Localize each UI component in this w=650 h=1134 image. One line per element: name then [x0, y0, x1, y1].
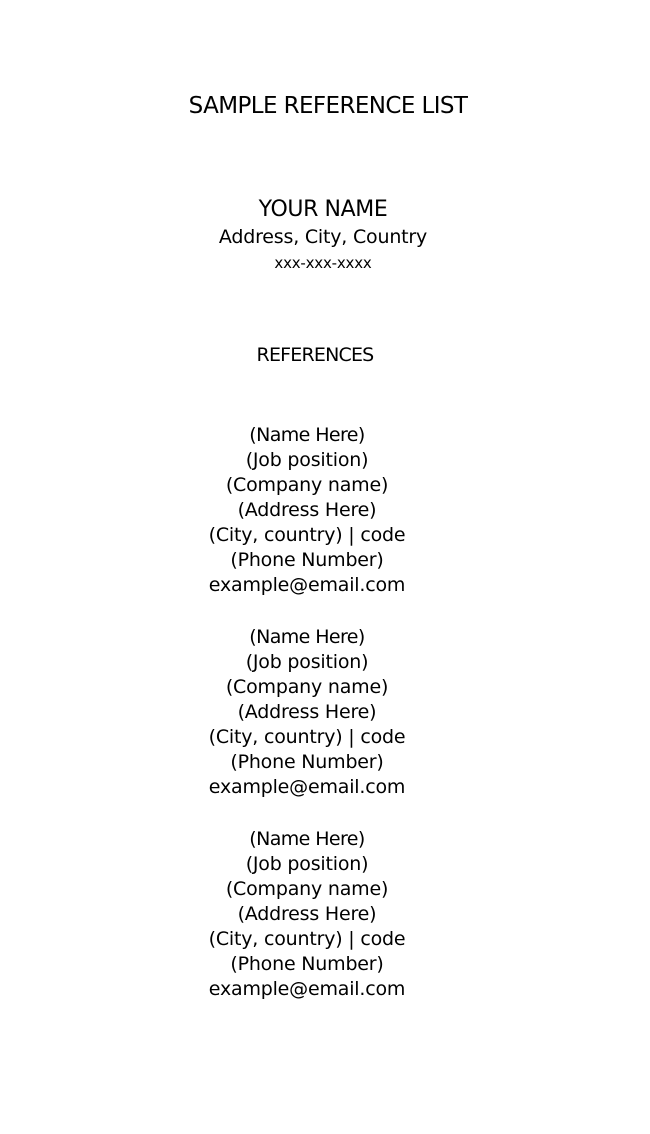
applicant-phone: xxx-xxx-xxxx [274, 254, 372, 272]
references-heading: REFERENCES [256, 344, 374, 366]
reference-name: (Name Here) [249, 626, 365, 648]
reference-company: (Company name) [225, 474, 389, 496]
document-title: SAMPLE REFERENCE LIST [188, 93, 468, 119]
reference-city: (City, country) | code [208, 928, 406, 950]
reference-job-position: (Job position) [245, 651, 369, 673]
reference-email: example@email.com [208, 776, 406, 798]
applicant-header [0, 196, 646, 276]
reference-entry [0, 827, 614, 1002]
reference-name: (Name Here) [249, 828, 365, 850]
reference-job-position: (Job position) [245, 853, 369, 875]
reference-company: (Company name) [225, 878, 389, 900]
reference-entry [0, 625, 614, 800]
applicant-name: YOUR NAME [258, 197, 388, 222]
reference-city: (City, country) | code [208, 726, 406, 748]
reference-list [0, 423, 614, 1029]
reference-address: (Address Here) [237, 903, 377, 925]
reference-name: (Name Here) [249, 424, 365, 446]
applicant-address: Address, City, Country [218, 226, 428, 248]
reference-address: (Address Here) [237, 701, 377, 723]
reference-email: example@email.com [208, 574, 406, 596]
reference-job-position: (Job position) [245, 449, 369, 471]
reference-phone: (Phone Number) [230, 953, 384, 975]
reference-address: (Address Here) [237, 499, 377, 521]
reference-email: example@email.com [208, 978, 406, 1000]
reference-company: (Company name) [225, 676, 389, 698]
reference-entry [0, 423, 614, 598]
reference-phone: (Phone Number) [230, 751, 384, 773]
reference-city: (City, country) | code [208, 524, 406, 546]
reference-phone: (Phone Number) [230, 549, 384, 571]
